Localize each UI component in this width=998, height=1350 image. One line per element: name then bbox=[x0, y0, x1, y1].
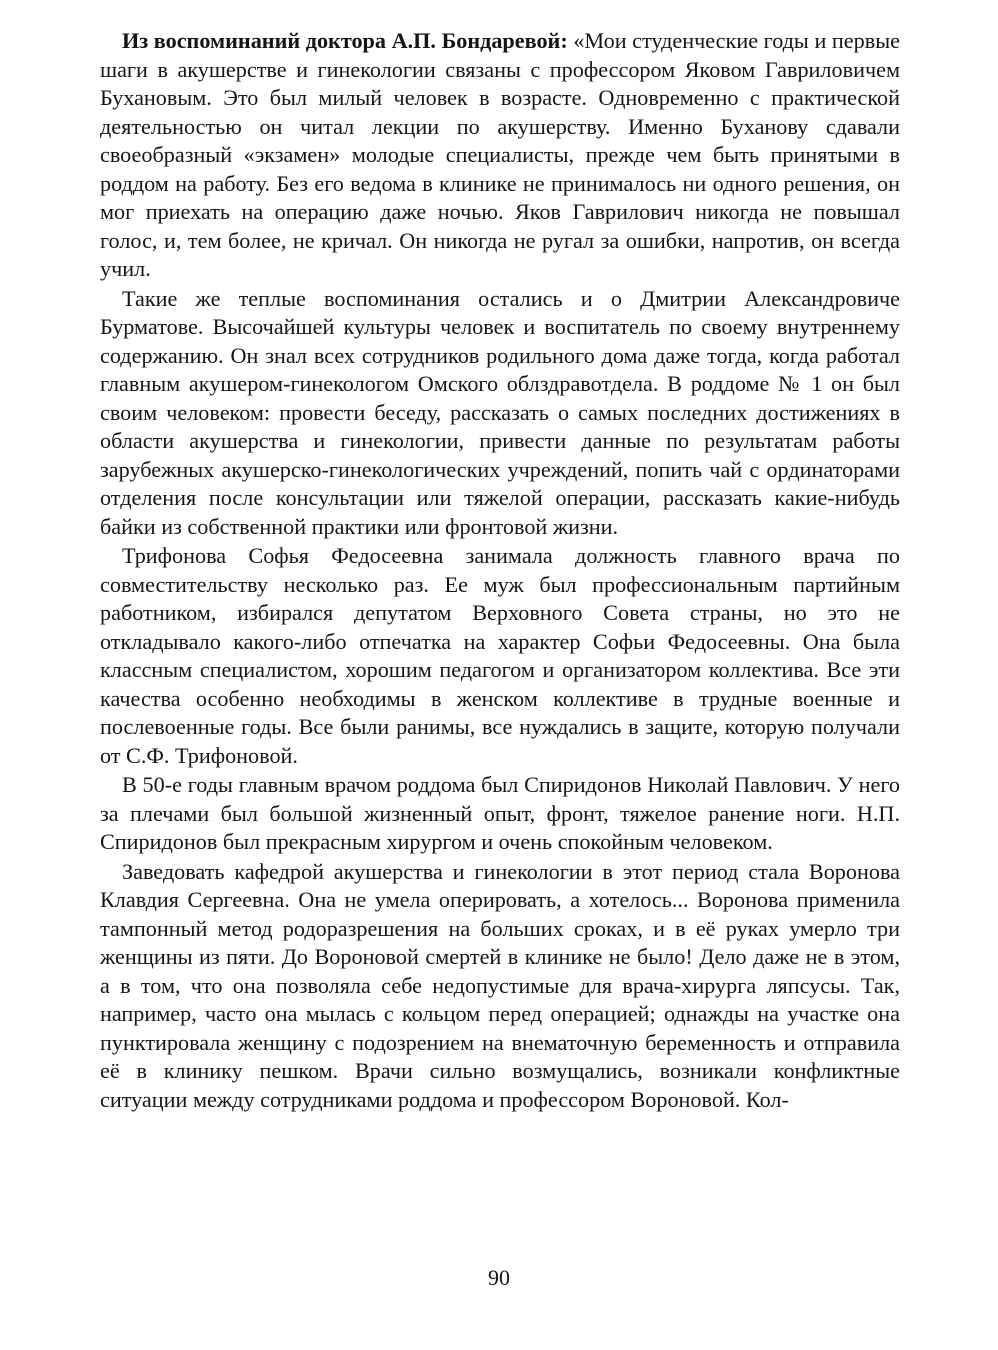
paragraph-bondareva bbox=[100, 27, 900, 284]
paragraph-trifonova: Трифонова Софья Федосеевна занимала должность главного врача по совместительству несколько раз. Ее муж был профессиональным партийным работником, избирался депутатом Верховного Совета страны, но это не откладывало какого-либо отпечатка на характер Софьи Федосеевны. Она была классным специалистом, хорошим педагогом и организатором коллектива. Все эти качества особенно необходимы в женском коллективе в трудные военные и послевоенные годы. Все были ранимы, все нуждались в защите, которую получали от С.Ф. Трифоновой. bbox=[100, 543, 900, 768]
paragraph-voronova: Заведовать кафедрой акушерства и гинекологии в этот период стала Воронова Клавдия Сергеевна. Она не умела оперировать, а хотелось... Воронова применила тампонный метод родоразрешения на больших сроках, и в её руках умерло три женщины из пяти. До Вороновой смертей в клинике не было! Дело даже не в этом, а в том, что она позволяла себе недопустимые для врача-хирурга ляпсусы. Так, например, часто она мылась с кольцом перед операцией; однажды на участке она пунктировала женщину с подозрением на внематочную беременность и отправила её в клинику пешком. Врачи сильно возмущались, возникали конфликтные ситуации между сотрудниками роддома и профессором Вороновой. Кол- bbox=[100, 858, 900, 1112]
paragraph-burmatov: Такие же теплые воспоминания остались и о Дмитрии Александровиче Бурматове. Высочайшей культуры человек и воспитатель по своему внутреннему содержанию. Он знал всех сотрудников родильного дома даже тогда, когда работал главным акушером-гинекологом Омского облздравотдела. В роддоме № 1 он был своим человеком: провести беседу, рассказать о самых последних достижениях в области акушерства и гинекологии, привести данные по результатам работы зарубежных акушерско-гинекологических учреждений, попить чай с ординаторами отделения после консультации или тяжелой операции, рассказать какие-нибудь байки из собственной практики или фронтовой жизни. bbox=[100, 285, 900, 539]
paragraph-spiridonov: В 50-е годы главным врачом роддома был Спиридонов Николай Павлович. У него за плечами был большой жизненный опыт, фронт, тяжелое ранение ноги. Н.П. Спиридонов был прекрасным хирургом и очень спокойным человеком. bbox=[100, 772, 900, 854]
page-number: 90 bbox=[488, 1265, 510, 1290]
body-text bbox=[100, 27, 900, 1114]
paragraph-text: «Мои студенческие годы и первые шаги в акушерстве и гинекологии связаны с профессором Яковом Гавриловичем Бухановым. Это был милый человек в возрасте. Одновременно с практической деятельностью он читал лекции по акушерству. Именно Буханову сдавали своеобразный «экзамен» молодые специалисты, прежде чем быть принятыми в роддом на работу. Без его ведома в клинике не принималось ни одного решения, он мог приехать на операцию даже ночью. Яков Гаврилович никогда не повышал голос, и, тем более, не кричал. Он никогда не ругал за ошибки, напротив, он всегда учил. bbox=[100, 28, 900, 281]
paragraph-lead: Из воспоминаний доктора А.П. Бондаревой: bbox=[122, 28, 568, 53]
